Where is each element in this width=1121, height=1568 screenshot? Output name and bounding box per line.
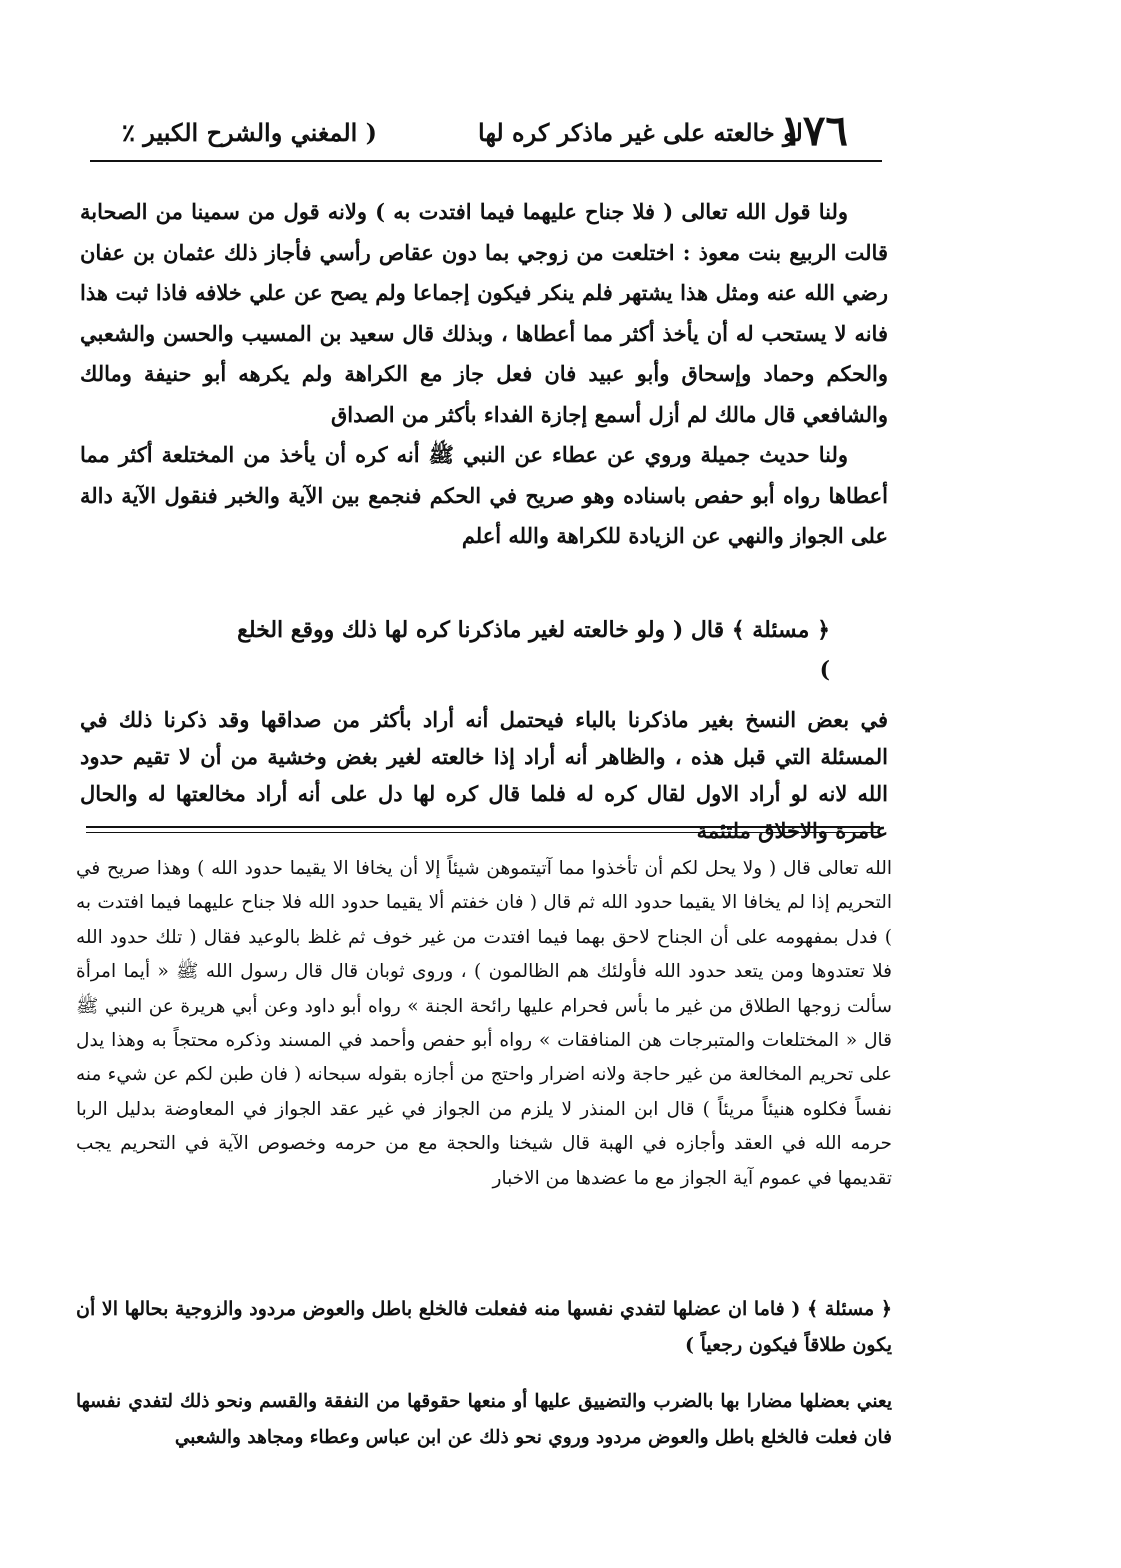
masala-heading: ﴿ مسئلة ﴾ قال ( ولو خالعته لغير ماذكرنا كره لها ذلك ووقع الخلع ) <box>237 617 830 683</box>
footnote-divider <box>86 826 880 828</box>
footnote-block <box>76 852 892 1196</box>
commentary-paragraph-2: يعني بعضلها مضارا بها بالضرب والتضييق عليها أو منعها حقوقها من النفقة والقسم ونحو ذلك لتفدي نفسها فان فعلت فالخلع باطل والعوض مردود وروي نحو ذلك عن ابن عباس وعطاء ومجاهد والشعبي <box>76 1391 892 1448</box>
main-text-block <box>80 192 888 557</box>
masala-heading-2: ﴿ مسئلة ﴾ ( فاما ان عضلها لتفدي نفسها منه ففعلت فالخلع باطل والعوض مردود والزوجية بحالها الا أن يكون طلاقاً فيكون رجعياً ) <box>76 1298 892 1356</box>
commentary-paragraph: في بعض النسخ بغير ماذكرنا بالباء فيحتمل أنه أراد بأكثر من صداقها وقد ذكرنا ذلك في المسئلة التي قبل هذه ، والظاهر أنه أراد إذا خالعته لغير بغض وخشية من أن لا تقيم حدود الله لانه لو أراد الاول لقال كره له فلما قال كره لها دل على أنه أراد مخالعتها له والحال عامرة والاخلاق ملتئمة <box>80 707 888 843</box>
page-number: ١٧٦ <box>780 106 848 155</box>
footnote-paragraph: الله تعالى قال ( ولا يحل لكم أن تأخذوا مما آتيتموهن شيئاً إلا أن يخافا الا يقيما حدود الله ) وهذا صريح في التحريم إذا لم يخافا الا يقيما حدود الله ثم قال ( فان خفتم ألا يقيما حدود الله فلا جناح عليهما فيما افتدت به ) فدل بمفهومه على أن الجناح لاحق بهما فيما افتدت من غير خوف ثم غلظ بالوعيد فقال ( تلك حدود الله فلا تعتدوها ومن يتعد حدود الله فأولئك هم الظالمون ) ، وروى ثوبان قال قال رسول الله ﷺ « أيما امرأة سألت زوجها الطلاق من غير ما بأس فحرام عليها رائحة الجنة » رواه أبو داود وعن أبي هريرة عن النبي ﷺ قال « المختلعات والمتبرجات هن المنافقات » رواه أبو حفص وأحمد في المسند وذكره محتجاً به وهذا يدل على تحريم المخالعة من غير حاجة ولانه اضرار واحتج من أجازه بقوله سبحانه ( فان طبن لكم عن شيء منه نفساً فكلوه هنيئاً مريئاً ) قال ابن المنذر لا يلزم من الجواز في غير عقد الجواز في المعاوضة بدليل الربا حرمه الله في العقد وأجازه في الهبة قال شيخنا والحجة مع من حرمه وخصوص الآية في التحريم يجب تقديمها في عموم آية الجواز مع ما عضدها من الاخبار <box>76 858 893 1189</box>
main-paragraph: ولنا حديث جميلة وروي عن عطاء عن النبي ﷺ أنه كره أن يأخذ من المختلعة أكثر مما أعطاها رواه أبو حفص باسناده وهو صريح في الحكم فنجمع بين الآية والخبر فنقول الآية دالة على الجواز والنهي عن الزيادة للكراهة والله أعلم <box>80 442 888 548</box>
page-header <box>88 98 884 160</box>
commentary-block <box>80 680 888 870</box>
main-paragraph: ولنا قول الله تعالى ( فلا جناح عليهما فيما افتدت به ) ولانه قول من سمينا من الصحابة قالت الربيع بنت معوذ : اختلعت من زوجي بما دون عقاص رأسي فأجاز ذلك عثمان بن عفان رضي الله عنه ومثل هذا يشتهر فلم ينكر فيكون إجماعا ولم يصح عن علي خلافه فاذا ثبت هذا فانه لا يستحب له أن يأخذ أكثر مما أعطاها ، وبذلك قال سعيد بن المسيب والحسن والشعبي والحكم وحماد وإسحاق وأبو عبيد فان فعل جاز مع الكراهة ولم يكرهه أبو حنيفة ومالك والشافعي قال مالك لم أزل أسمع إجازة الفداء بأكثر من الصداق <box>80 199 888 427</box>
running-title: لو خالعته على غير ماذكر كره لها <box>478 118 803 147</box>
header-rule <box>90 160 882 162</box>
book-title: ( المغني والشرح الكبير ٪ <box>122 118 378 147</box>
footnote-divider-thin <box>86 832 880 833</box>
